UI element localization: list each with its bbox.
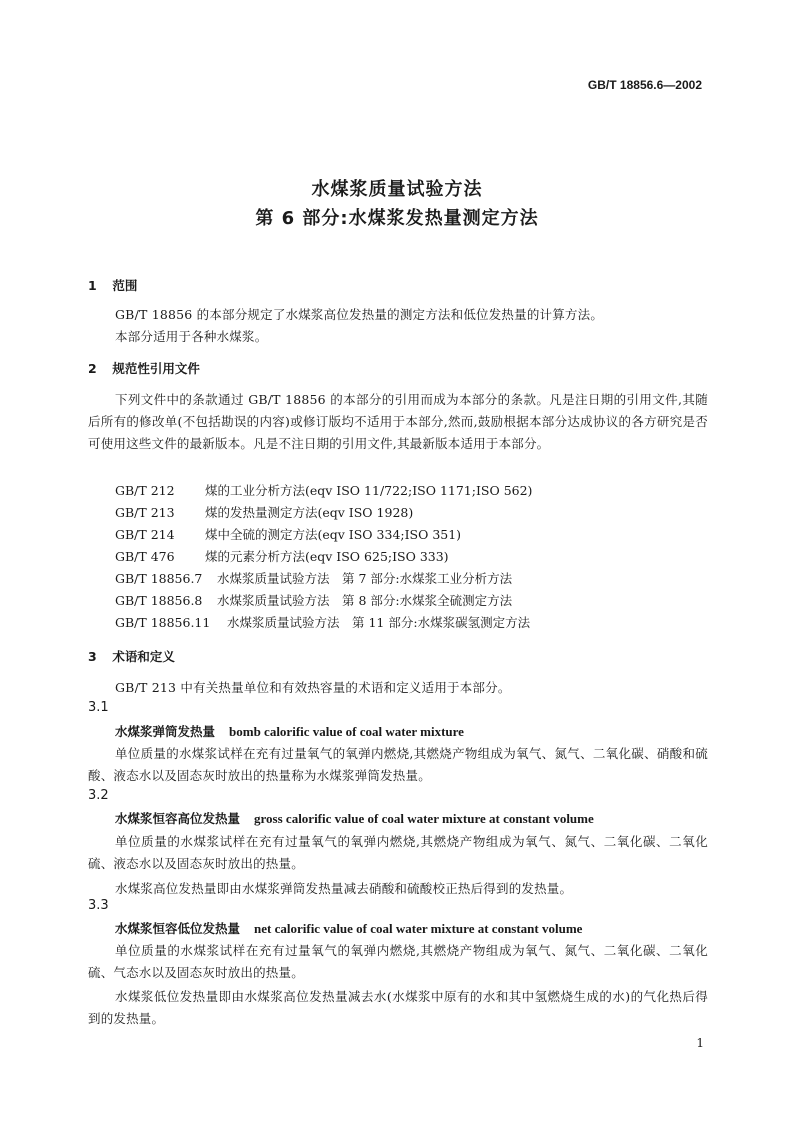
term-heading [115, 809, 594, 827]
reference-title: 水煤浆质量试验方法 第 11 部分:水煤浆碳氢测定方法 [227, 615, 531, 630]
term-english: gross calorific value of coal water mixture at constant volume [254, 811, 594, 826]
section-number: 1 [88, 278, 97, 293]
section-number: 2 [88, 361, 97, 376]
subsection-number: 3.3 [88, 898, 109, 913]
reference-code: GB/T 18856.11 [115, 615, 211, 630]
reference-title: 煤的发热量测定方法(eqv ISO 1928) [205, 505, 414, 520]
document-subtitle: 第 6 部分:水煤浆发热量测定方法 [255, 208, 539, 229]
reference-title: 水煤浆质量试验方法 第 7 部分:水煤浆工业分析方法 [217, 571, 513, 586]
definition: 单位质量的水煤浆试样在充有过量氧气的氧弹内燃烧,其燃烧产物组成为氧气、氮气、二氧化碳、二氧化硫、液态水以及固态灰时放出的热量。 [88, 834, 708, 871]
definition: 单位质量的水煤浆试样在充有过量氧气的氧弹内燃烧,其燃烧产物组成为氧气、氮气、二氧化碳、硝酸和硫酸、液态水以及固态灰时放出的热量称为水煤浆弹筒发热量。 [88, 746, 708, 783]
reference-code: GB/T 18856.8 [115, 593, 203, 608]
reference-item [115, 591, 512, 609]
page-number: 1 [696, 1036, 704, 1050]
subsection-number: 3.1 [88, 700, 109, 715]
section-number: 3 [88, 649, 97, 664]
reference-code: GB/T 213 [115, 505, 175, 520]
reference-item [115, 481, 532, 499]
definition: 单位质量的水煤浆试样在充有过量氧气的氧弹内燃烧,其燃烧产物组成为氧气、氮气、二氧化碳、二氧化硫、气态水以及固态灰时放出的热量。 [88, 943, 708, 980]
standard-number: GB/T 18856.6—2002 [587, 78, 702, 92]
paragraph: 水煤浆低位发热量即由水煤浆高位发热量减去水(水煤浆中原有的水和其中氢燃烧生成的水)的气化热后得到的发热量。 [88, 989, 708, 1026]
term-chinese: 水煤浆恒容低位发热量 [115, 921, 241, 936]
term-english: bomb calorific value of coal water mixture [229, 724, 464, 739]
section-2-heading [88, 359, 200, 377]
section-3-heading [88, 647, 175, 665]
term-heading [115, 722, 464, 740]
paragraph: 本部分适用于各种水煤浆。 [115, 329, 268, 344]
reference-item [115, 547, 449, 565]
term-chinese: 水煤浆弹筒发热量 [115, 724, 216, 739]
section-title: 术语和定义 [112, 649, 175, 664]
section-title: 范围 [112, 278, 138, 293]
reference-item [115, 569, 512, 587]
reference-title: 煤的元素分析方法(eqv ISO 625;ISO 333) [205, 549, 449, 564]
reference-item [115, 525, 461, 543]
reference-code: GB/T 214 [115, 527, 175, 542]
paragraph: GB/T 18856 的本部分规定了水煤浆高位发热量的测定方法和低位发热量的计算方法。 [115, 307, 604, 322]
reference-code: GB/T 476 [115, 549, 175, 564]
paragraph: 下列文件中的条款通过 GB/T 18856 的本部分的引用而成为本部分的条款。凡是注日期的引用文件,其随后所有的修改单(不包括勘误的内容)或修订版均不适用于本部分,然而,鼓励根据本部分达成协议的各方研究是否可使用这些文件的最新版本。凡是不注日期的引用文件,其最新版本适用于本部分。 [88, 392, 708, 451]
reference-title: 煤的工业分析方法(eqv ISO 11/722;ISO 1171;ISO 562) [205, 483, 533, 498]
term-chinese: 水煤浆恒容高位发热量 [115, 811, 241, 826]
reference-title: 煤中全硫的测定方法(eqv ISO 334;ISO 351) [205, 527, 462, 542]
reference-title: 水煤浆质量试验方法 第 8 部分:水煤浆全硫测定方法 [217, 593, 513, 608]
subsection-number: 3.2 [88, 788, 109, 803]
term-english: net calorific value of coal water mixture at constant volume [254, 921, 583, 936]
paragraph: 水煤浆高位发热量即由水煤浆弹筒发热量减去硝酸和硫酸校正热后得到的发热量。 [115, 881, 573, 896]
document-title: 水煤浆质量试验方法 [311, 179, 483, 200]
term-heading [115, 919, 582, 937]
section-title: 规范性引用文件 [112, 361, 200, 376]
reference-code: GB/T 212 [115, 483, 175, 498]
reference-code: GB/T 18856.7 [115, 571, 203, 586]
section-1-heading [88, 276, 137, 294]
paragraph: GB/T 213 中有关热量单位和有效热容量的术语和定义适用于本部分。 [115, 680, 511, 695]
reference-item [115, 503, 413, 521]
reference-item [115, 613, 530, 631]
